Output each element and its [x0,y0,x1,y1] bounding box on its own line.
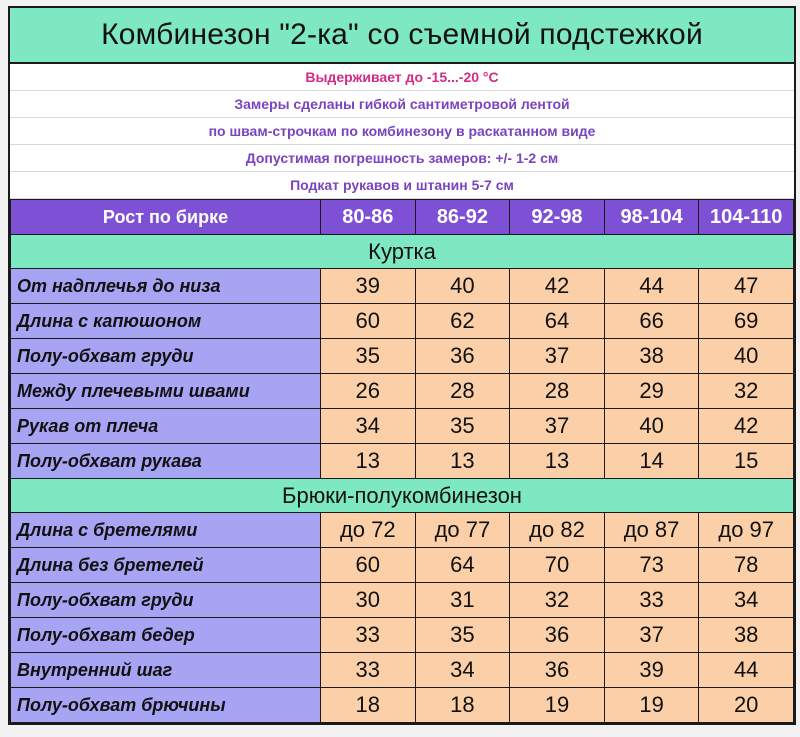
row-label: Длина с бретелями [11,513,321,548]
cell-value: 38 [604,339,699,374]
cell-value: 35 [415,409,510,444]
cell-value: 20 [699,688,794,723]
cell-value: 13 [321,444,416,479]
cell-value: 42 [699,409,794,444]
row-label: Полу-обхват брючины [11,688,321,723]
row-label: Длина без бретелей [11,548,321,583]
cell-value: 14 [604,444,699,479]
cell-value: 30 [321,583,416,618]
cell-value: 18 [415,688,510,723]
cell-value: 60 [321,304,416,339]
cell-value: 18 [321,688,416,723]
cell-value: 33 [321,618,416,653]
cell-value: 39 [321,269,416,304]
cell-value: 36 [510,618,605,653]
table-row [11,304,794,339]
header-row [11,200,794,235]
cell-value: 32 [699,374,794,409]
table-row [11,444,794,479]
cell-value: 28 [415,374,510,409]
cell-value: 47 [699,269,794,304]
cell-value: до 97 [699,513,794,548]
row-label: Между плечевыми швами [11,374,321,409]
section-row-pants [11,479,794,513]
header-size: 80-86 [321,200,416,235]
note-measurement-tool: Замеры сделаны гибкой сантиметровой лентой [10,91,794,118]
table-row [11,618,794,653]
table-row [11,688,794,723]
table-row [11,653,794,688]
note-cuff-roll: Подкат рукавов и штанин 5-7 см [10,172,794,199]
size-chart-sheet [8,6,796,725]
row-label: Полу-обхват груди [11,583,321,618]
row-label: Рукав от плеча [11,409,321,444]
cell-value: 69 [699,304,794,339]
cell-value: 35 [415,618,510,653]
cell-value: 70 [510,548,605,583]
size-table [10,199,794,723]
row-label: Длина с капюшоном [11,304,321,339]
cell-value: 62 [415,304,510,339]
row-label: Внутренний шаг [11,653,321,688]
note-measurement-method: по швам-строчкам по комбинезону в раскатанном виде [10,118,794,145]
cell-value: 26 [321,374,416,409]
cell-value: 28 [510,374,605,409]
header-size: 98-104 [604,200,699,235]
row-label: Полу-обхват рукава [11,444,321,479]
header-size: 92-98 [510,200,605,235]
cell-value: 40 [604,409,699,444]
cell-value: 40 [699,339,794,374]
cell-value: 19 [604,688,699,723]
cell-value: 66 [604,304,699,339]
cell-value: 64 [415,548,510,583]
cell-value: 33 [321,653,416,688]
cell-value: 36 [510,653,605,688]
cell-value: 34 [699,583,794,618]
header-size: 104-110 [699,200,794,235]
table-row [11,269,794,304]
cell-value: 37 [510,409,605,444]
note-temperature: Выдерживает до -15...-20 °С [10,64,794,91]
table-row [11,548,794,583]
cell-value: 13 [415,444,510,479]
row-label: От надплечья до низа [11,269,321,304]
cell-value: 37 [510,339,605,374]
cell-value: 64 [510,304,605,339]
table-row [11,374,794,409]
cell-value: 42 [510,269,605,304]
cell-value: до 72 [321,513,416,548]
section-title-jacket: Куртка [11,235,794,269]
table-row [11,339,794,374]
cell-value: 35 [321,339,416,374]
header-label: Рост по бирке [11,200,321,235]
cell-value: 38 [699,618,794,653]
cell-value: 34 [415,653,510,688]
table-row [11,513,794,548]
cell-value: 19 [510,688,605,723]
note-tolerance: Допустимая погрешность замеров: +/- 1-2 см [10,145,794,172]
header-size: 86-92 [415,200,510,235]
cell-value: до 82 [510,513,605,548]
cell-value: 33 [604,583,699,618]
cell-value: 37 [604,618,699,653]
cell-value: 31 [415,583,510,618]
cell-value: 34 [321,409,416,444]
cell-value: 78 [699,548,794,583]
cell-value: 39 [604,653,699,688]
section-title-pants: Брюки-полукомбинезон [11,479,794,513]
table-row [11,583,794,618]
row-label: Полу-обхват бедер [11,618,321,653]
cell-value: до 87 [604,513,699,548]
cell-value: 60 [321,548,416,583]
cell-value: до 77 [415,513,510,548]
section-row-jacket [11,235,794,269]
cell-value: 13 [510,444,605,479]
table-row [11,409,794,444]
cell-value: 32 [510,583,605,618]
page-title: Комбинезон "2-ка" со съемной подстежкой [10,8,794,64]
cell-value: 29 [604,374,699,409]
cell-value: 15 [699,444,794,479]
cell-value: 44 [699,653,794,688]
cell-value: 36 [415,339,510,374]
cell-value: 44 [604,269,699,304]
cell-value: 73 [604,548,699,583]
cell-value: 40 [415,269,510,304]
row-label: Полу-обхват груди [11,339,321,374]
